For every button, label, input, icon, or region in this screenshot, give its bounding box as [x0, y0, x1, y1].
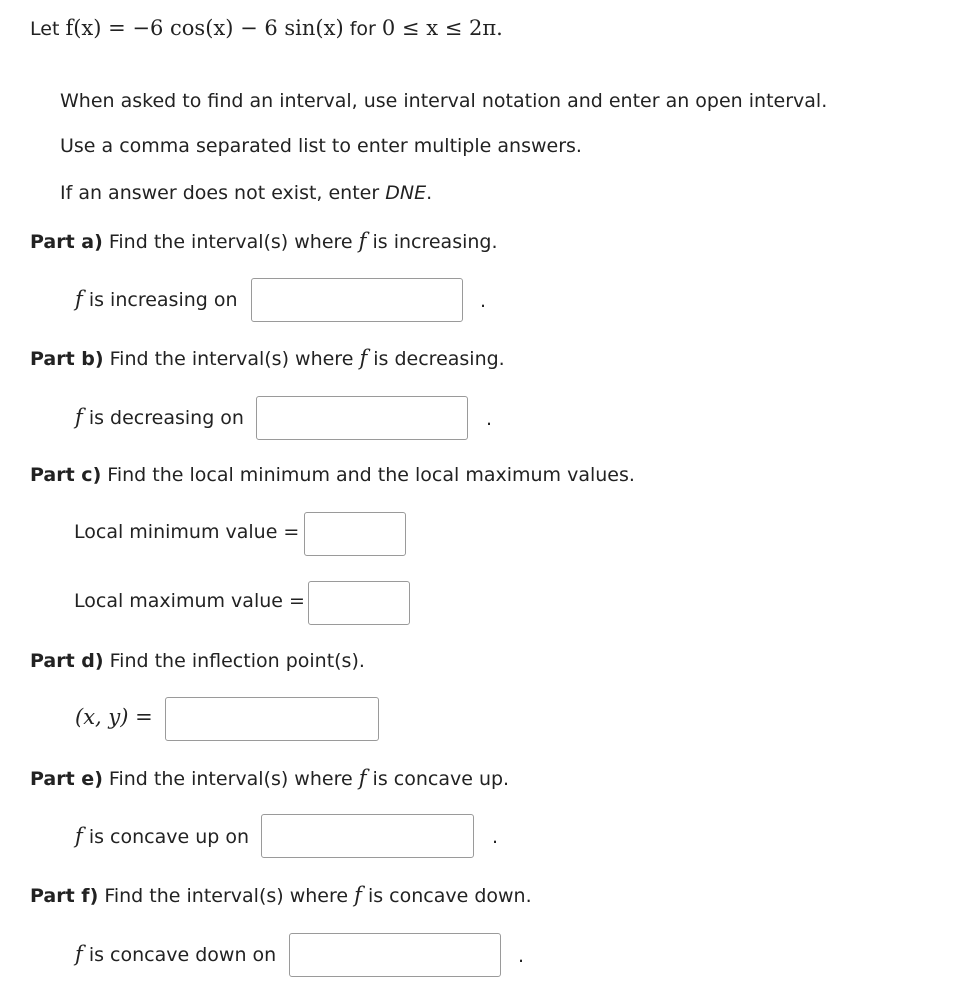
part-b-label: Part b): [30, 348, 104, 370]
part-f-prompt-suffix: is concave down.: [367, 885, 532, 907]
part-a-prompt-suffix: is increasing.: [372, 231, 498, 253]
function-expression: f(x) = −6 cos(x) − 6 sin(x): [65, 16, 344, 40]
part-a-prompt: [30, 229, 498, 253]
part-b-period: .: [486, 408, 493, 430]
math-f-symbol: f: [359, 346, 368, 370]
dne-value: DNE: [385, 182, 427, 204]
part-e-answer-text: is concave up on: [88, 826, 250, 848]
local-min-input[interactable]: [304, 512, 406, 556]
math-f-symbol: f: [354, 883, 362, 907]
inflection-point-label: (x, y) =: [75, 705, 153, 729]
part-f-label: Part f): [30, 885, 99, 907]
math-f-symbol: f: [75, 287, 83, 311]
local-max-label: Local maximum value =: [74, 590, 305, 612]
domain-word: for: [349, 18, 376, 40]
part-b-answer-text: is decreasing on: [88, 407, 244, 429]
local-max-input[interactable]: [308, 581, 410, 625]
part-e-answer-input[interactable]: [261, 814, 474, 858]
math-f-symbol: f: [358, 229, 367, 253]
domain-expression: 0 ≤ x ≤ 2π.: [381, 16, 503, 40]
part-a-label: Part a): [30, 231, 103, 253]
part-a-period: .: [480, 290, 487, 312]
part-f-period: .: [518, 945, 525, 967]
part-a-prompt-prefix: Find the interval(s) where: [108, 231, 353, 253]
part-f-prompt: [30, 883, 532, 907]
part-d-label: Part d): [30, 650, 104, 672]
part-f-answer-input[interactable]: [289, 933, 501, 977]
instruction-interval-notation: When asked to find an interval, use interval notation and enter an open interval.: [60, 90, 828, 112]
part-a-answer-text: is increasing on: [88, 289, 238, 311]
instruction-dne: [60, 182, 432, 204]
part-f-answer-text: is concave down on: [88, 944, 277, 966]
part-c-label: Part c): [30, 464, 102, 486]
math-f-symbol: f: [75, 405, 83, 429]
part-e-prompt-prefix: Find the interval(s) where: [108, 768, 353, 790]
problem-statement: [30, 16, 503, 40]
part-e-answer-label: [75, 824, 249, 848]
part-b-prompt: [30, 346, 505, 370]
local-min-label: Local minimum value =: [74, 521, 300, 543]
part-c-prompt: [30, 464, 635, 486]
problem-lead: Let: [30, 18, 60, 40]
part-d-prompt: [30, 650, 365, 672]
dne-suffix: .: [426, 182, 433, 204]
instruction-comma-list: Use a comma separated list to enter multiple answers.: [60, 135, 582, 157]
part-e-label: Part e): [30, 768, 103, 790]
math-f-symbol: f: [75, 824, 83, 848]
part-a-answer-label: [75, 287, 238, 311]
part-e-prompt-suffix: is concave up.: [372, 768, 510, 790]
part-f-answer-label: [75, 942, 276, 966]
part-d-prompt-text: Find the inflection point(s).: [109, 650, 365, 672]
part-c-prompt-text: Find the local minimum and the local maximum values.: [107, 464, 635, 486]
part-b-answer-label: [75, 405, 244, 429]
math-f-symbol: f: [75, 942, 83, 966]
part-b-answer-input[interactable]: [256, 396, 468, 440]
part-b-prompt-prefix: Find the interval(s) where: [109, 348, 354, 370]
part-e-period: .: [492, 826, 499, 848]
part-b-prompt-suffix: is decreasing.: [373, 348, 505, 370]
part-a-answer-input[interactable]: [251, 278, 463, 322]
part-f-prompt-prefix: Find the interval(s) where: [104, 885, 349, 907]
part-e-prompt: [30, 766, 509, 790]
math-f-symbol: f: [358, 766, 367, 790]
inflection-point-input[interactable]: [165, 697, 379, 741]
dne-prefix: If an answer does not exist, enter: [60, 182, 380, 204]
